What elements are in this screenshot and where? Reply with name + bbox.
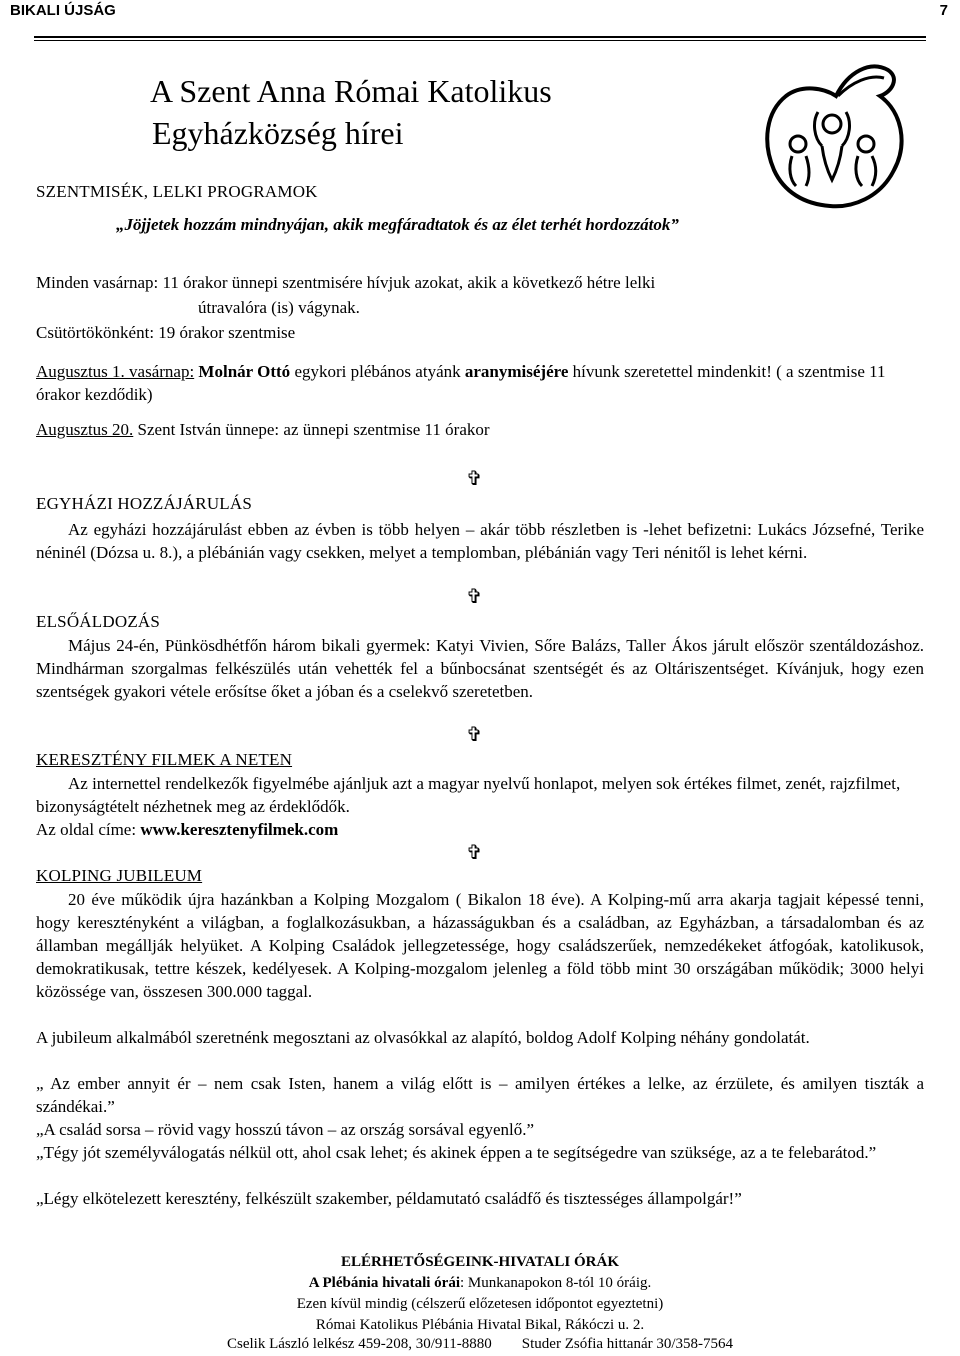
footer-hours-text: : Munkanapokon 8-tól 10 óráig. [460, 1275, 652, 1291]
aug1-golden-mass: aranymiséjére [464, 362, 569, 381]
aug1-text: egykori plébános atyánk [290, 362, 465, 381]
masses-heading: SZENTMISÉK, LELKI PROGRAMOK [36, 182, 318, 201]
communion-text: Május 24-én, Pünkösdhétfőn három bikali gyermek: Katyi Vivien, Sőre Balázs, Taller Ákos járult először szentáldozáshoz. Mindhárman szorgalmas felkészülés után vehették fel a bűnbocsánat szentségét és az Oltáriszentséget. Kívánjuk, hogy ezen szentségek gyakori vétele erősítse őket a jóban és a cselekvő szeretetben. [36, 636, 924, 701]
films-site-label: Az oldal címe: [36, 820, 141, 839]
aug1-date: Augusztus 1. vasárnap: [36, 362, 195, 381]
kolping-quote-2: „A család sorsa – rövid vagy hosszú távon – az ország sorsával egyenlő.” [36, 1120, 535, 1139]
contribution-heading: EGYHÁZI HOZZÁJÁRULÁS [36, 494, 253, 513]
footer-appointment: Ezen kívül mindig (célszerű előzetesen időpontot egyeztetni) [296, 1296, 664, 1312]
cross-icon: ✞ [466, 584, 483, 608]
page-title [150, 70, 552, 154]
communion-heading: ELSŐÁLDOZÁS [36, 612, 161, 631]
masses-quote: „Jöjjetek hozzám mindnyájan, akik megfáradtatok és az élet terhét hordozzátok” [116, 215, 679, 234]
footer-address: Római Katolikus Plébánia Hivatal Bikal, Rákóczi u. 2. [315, 1317, 645, 1333]
footer-heading: ELÉRHETŐSÉGEINK-HIVATALI ÓRÁK [341, 1254, 619, 1270]
page-number: 7 [939, 2, 948, 19]
header-rule-thin [34, 40, 926, 41]
parish-logo-icon [752, 52, 912, 212]
title-line-2: Egyházközség hírei [152, 115, 404, 151]
thursday-mass: Csütörtökönként: 19 órakor szentmise [36, 323, 296, 342]
footer-contacts: Cselik László lelkész 459-208, 30/911-8880 Studer Zsófia hittanár 30/358-7564 [226, 1336, 734, 1352]
films-site-link[interactable]: www.keresztenyfilmek.com [140, 820, 339, 839]
sunday-mass-line-2: útravalóra (is) vágynak. [198, 298, 360, 317]
contribution-text: Az egyházi hozzájárulást ebben az évben is több helyen – akár több részletben is -lehet befizetni: Lukács Józsefné, Terike néninél (Dózsa u. 8.), a plébánián vagy csekken, melyet a templomban, plébánián vagy Teri nénitől is lehet kérni. [36, 520, 924, 562]
footer-hours-label: A Plébánia hivatali órái [308, 1275, 461, 1291]
header-rule [34, 36, 926, 38]
title-line-1: A Szent Anna Római Katolikus [150, 73, 552, 109]
cross-icon: ✞ [466, 466, 483, 490]
cross-icon: ✞ [466, 840, 483, 864]
films-heading: KERESZTÉNY FILMEK A NETEN [36, 750, 293, 769]
kolping-quote-4: „Légy elkötelezett keresztény, felkészült szakember, példamutató családfő és tisztességes állampolgár!” [36, 1189, 742, 1208]
kolping-quote-1: „ Az ember annyit ér – nem csak Isten, hanem a világ előtt is – amilyen értékes a lelke, az érzülete, és amilyen tiszták a szándékai.” [36, 1074, 924, 1116]
cross-icon: ✞ [466, 722, 483, 746]
aug1-priest-name: Molnár Ottó [198, 362, 291, 381]
kolping-heading: KOLPING JUBILEUM [36, 866, 203, 885]
page-header [8, 0, 952, 26]
publication-name: BIKALI ÚJSÁG [10, 2, 116, 19]
aug1-text-end: hívunk szeretettel mindenkit! ( a szentmise 11 órakor kezdődik) [36, 362, 886, 404]
sunday-mass-line-1: Minden vasárnap: 11 órakor ünnepi szentmisére hívjuk azokat, akik a következő hétre lelki [36, 273, 656, 292]
footer-hours [0, 1273, 960, 1294]
aug20-text: Szent István ünnepe: az ünnepi szentmise 11 órakor [133, 420, 490, 439]
aug20-date: Augusztus 20. [36, 420, 134, 439]
aug20-announcement [36, 418, 924, 441]
kolping-quote-3: „Tégy jót személyválogatás nélkül ott, ahol csak lehet; és akinek éppen a te segítségedre van szüksége, az a te felebarátod.” [36, 1143, 877, 1162]
films-site [36, 818, 338, 841]
aug1-announcement [36, 360, 924, 406]
kolping-paragraph-2: A jubileum alkalmából szeretnénk megosztani az olvasókkal az alapító, boldog Adolf Kolping néhány gondolatát. [36, 1028, 810, 1047]
kolping-paragraph-1: 20 éve működik újra hazánkban a Kolping Mozgalom ( Bikalon 18 éve). A Kolping-mű arra akarja tagjait képessé tenni, hogy keresztényként a világban, a foglalkozásukban, a házasságukban és a családban, az Egyházban, a társadalomban és az államban megállják helyüket. A Kolping Családok jellegzetessége, hogy családszerűek, nemzedékeket átfogóak, katolikusok, demokratikusak, tettre készek, kedélyesek. A Kolping-mozgalom jelenleg a föld több mint 30 országában működik; 3000 helyi közössége van, összesen 300.000 taggal. [36, 890, 924, 1001]
films-text: Az internettel rendelkezők figyelmébe ajánljuk azt a magyar nyelvű honlapot, melyen sok értékes filmet, zenét, rajzfilmet, bizonyságtételt nézhetnek meg az érdeklődők. [36, 774, 901, 816]
